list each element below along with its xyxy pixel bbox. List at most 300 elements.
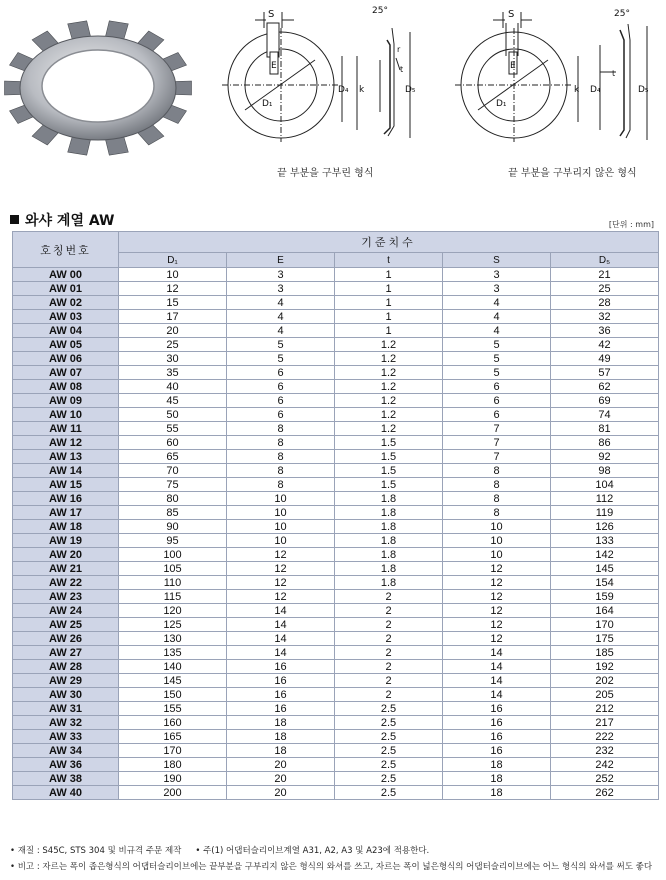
row-designation: AW 33: [13, 730, 119, 744]
row-designation: AW 15: [13, 478, 119, 492]
header-col-e: E: [227, 253, 335, 268]
row-value: 12: [227, 590, 335, 604]
row-value: 1.2: [335, 394, 443, 408]
row-value: 2: [335, 688, 443, 702]
row-value: 16: [443, 716, 551, 730]
row-value: 1: [335, 282, 443, 296]
row-value: 104: [551, 478, 659, 492]
header-col-d5: D₅: [551, 253, 659, 268]
row-value: 75: [119, 478, 227, 492]
row-value: 140: [119, 660, 227, 674]
row-value: 12: [443, 576, 551, 590]
table-body: [13, 268, 659, 800]
label-s-1: S: [268, 9, 275, 20]
row-value: 7: [443, 436, 551, 450]
table-row: [13, 506, 659, 520]
row-value: 1.5: [335, 436, 443, 450]
row-value: 1.2: [335, 338, 443, 352]
row-value: 6: [227, 380, 335, 394]
row-value: 5: [227, 338, 335, 352]
row-value: 2: [335, 646, 443, 660]
row-value: 217: [551, 716, 659, 730]
row-value: 10: [227, 520, 335, 534]
row-value: 14: [227, 646, 335, 660]
row-value: 21: [551, 268, 659, 282]
row-value: 5: [227, 352, 335, 366]
row-value: 16: [443, 702, 551, 716]
row-designation: AW 28: [13, 660, 119, 674]
square-bullet-icon: [10, 215, 19, 224]
table-row: [13, 548, 659, 562]
row-designation: AW 16: [13, 492, 119, 506]
table-row: [13, 576, 659, 590]
row-designation: AW 12: [13, 436, 119, 450]
row-designation: AW 21: [13, 562, 119, 576]
row-designation: AW 17: [13, 506, 119, 520]
table-row: [13, 268, 659, 282]
row-value: 2: [335, 660, 443, 674]
row-value: 165: [119, 730, 227, 744]
row-designation: AW 38: [13, 772, 119, 786]
row-value: 1.8: [335, 520, 443, 534]
row-value: 85: [119, 506, 227, 520]
row-value: 16: [443, 744, 551, 758]
table-row: [13, 422, 659, 436]
row-designation: AW 19: [13, 534, 119, 548]
row-value: 2.5: [335, 772, 443, 786]
row-designation: AW 34: [13, 744, 119, 758]
row-value: 16: [227, 688, 335, 702]
row-designation: AW 01: [13, 282, 119, 296]
label-e-1: E: [271, 61, 277, 71]
table-row: [13, 632, 659, 646]
washer-photo: [5, 21, 192, 155]
row-value: 185: [551, 646, 659, 660]
table-row: [13, 492, 659, 506]
row-value: 3: [227, 268, 335, 282]
note-remark: • 비고 : 자르는 폭이 좁은형식의 어댑터슬리이브에는 끝부분을 구부리지 않은 형식의 와셔를 쓰고, 자르는 폭이 넓은형식의 어댑터슬리이브에는 어느 형식의 와셔를 써도 좋다: [10, 862, 653, 872]
row-value: 25: [551, 282, 659, 296]
label-d1-2: D₁: [496, 99, 507, 109]
table-row: [13, 646, 659, 660]
row-value: 6: [227, 408, 335, 422]
row-value: 7: [443, 450, 551, 464]
table-row: [13, 604, 659, 618]
row-value: 2.5: [335, 758, 443, 772]
row-value: 15: [119, 296, 227, 310]
row-value: 81: [551, 422, 659, 436]
row-value: 112: [551, 492, 659, 506]
row-value: 1.8: [335, 506, 443, 520]
caption-bent-type: 끝 부분을 구부린 형식: [277, 168, 374, 179]
row-value: 40: [119, 380, 227, 394]
row-value: 12: [443, 618, 551, 632]
row-value: 74: [551, 408, 659, 422]
note-material: • 재질 : S45C, STS 304 및 비규격 주문 제작: [10, 846, 182, 856]
row-value: 1.8: [335, 492, 443, 506]
label-d5-2: D₅: [638, 85, 649, 95]
row-value: 12: [119, 282, 227, 296]
row-value: 10: [227, 534, 335, 548]
section-title-text: 와샤 계열 AW: [25, 213, 115, 229]
row-value: 18: [443, 758, 551, 772]
row-value: 192: [551, 660, 659, 674]
row-value: 242: [551, 758, 659, 772]
table-row: [13, 520, 659, 534]
row-value: 1.8: [335, 548, 443, 562]
row-value: 10: [227, 506, 335, 520]
row-value: 120: [119, 604, 227, 618]
row-value: 4: [443, 310, 551, 324]
row-value: 222: [551, 730, 659, 744]
row-value: 42: [551, 338, 659, 352]
row-value: 18: [443, 786, 551, 800]
row-value: 16: [227, 674, 335, 688]
row-value: 14: [443, 688, 551, 702]
table-row: [13, 744, 659, 758]
table-row: [13, 408, 659, 422]
row-value: 3: [443, 268, 551, 282]
table-row: [13, 618, 659, 632]
diagram-straight-type: [455, 12, 647, 142]
row-value: 8: [227, 450, 335, 464]
table-row: [13, 772, 659, 786]
row-designation: AW 09: [13, 394, 119, 408]
row-value: 1: [335, 268, 443, 282]
row-value: 20: [227, 758, 335, 772]
row-value: 205: [551, 688, 659, 702]
row-designation: AW 13: [13, 450, 119, 464]
diagram-bent-type: [222, 12, 410, 142]
row-value: 8: [227, 422, 335, 436]
row-value: 100: [119, 548, 227, 562]
row-designation: AW 07: [13, 366, 119, 380]
row-designation: AW 03: [13, 310, 119, 324]
table-row: [13, 352, 659, 366]
row-designation: AW 31: [13, 702, 119, 716]
row-designation: AW 25: [13, 618, 119, 632]
row-value: 10: [119, 268, 227, 282]
row-value: 17: [119, 310, 227, 324]
row-value: 12: [443, 604, 551, 618]
row-value: 80: [119, 492, 227, 506]
row-value: 1.5: [335, 450, 443, 464]
table-row: [13, 674, 659, 688]
diagram-labels: [262, 6, 649, 109]
row-designation: AW 06: [13, 352, 119, 366]
label-d4-1: D₄: [338, 85, 349, 95]
row-designation: AW 00: [13, 268, 119, 282]
row-value: 8: [443, 506, 551, 520]
table-row: [13, 338, 659, 352]
row-value: 14: [227, 632, 335, 646]
table-row: [13, 324, 659, 338]
row-value: 154: [551, 576, 659, 590]
row-designation: AW 27: [13, 646, 119, 660]
row-value: 20: [227, 786, 335, 800]
label-d4-2: D₄: [590, 85, 601, 95]
label-angle-2: 25°: [614, 9, 630, 19]
row-designation: AW 11: [13, 422, 119, 436]
row-value: 5: [443, 352, 551, 366]
row-designation: AW 30: [13, 688, 119, 702]
row-value: 142: [551, 548, 659, 562]
header-reference-dimensions: 기준치수: [119, 232, 659, 253]
row-value: 8: [443, 478, 551, 492]
row-value: 110: [119, 576, 227, 590]
row-value: 12: [443, 632, 551, 646]
label-s-2: S: [508, 9, 515, 20]
row-value: 5: [443, 366, 551, 380]
row-value: 14: [443, 646, 551, 660]
row-value: 262: [551, 786, 659, 800]
label-angle-1: 25°: [372, 6, 388, 16]
row-value: 98: [551, 464, 659, 478]
row-value: 6: [227, 394, 335, 408]
row-value: 4: [443, 324, 551, 338]
row-value: 70: [119, 464, 227, 478]
table-row: [13, 464, 659, 478]
row-value: 1.2: [335, 366, 443, 380]
row-value: 20: [227, 772, 335, 786]
row-value: 18: [227, 744, 335, 758]
row-designation: AW 23: [13, 590, 119, 604]
row-value: 1.8: [335, 562, 443, 576]
row-designation: AW 36: [13, 758, 119, 772]
row-value: 135: [119, 646, 227, 660]
table-row: [13, 436, 659, 450]
row-designation: AW 32: [13, 716, 119, 730]
row-value: 8: [443, 492, 551, 506]
row-value: 12: [227, 576, 335, 590]
table-row: [13, 394, 659, 408]
row-value: 105: [119, 562, 227, 576]
row-value: 6: [443, 380, 551, 394]
row-value: 170: [119, 744, 227, 758]
row-value: 12: [227, 548, 335, 562]
row-value: 8: [227, 436, 335, 450]
row-value: 6: [443, 408, 551, 422]
row-value: 170: [551, 618, 659, 632]
row-value: 36: [551, 324, 659, 338]
row-designation: AW 10: [13, 408, 119, 422]
row-designation: AW 04: [13, 324, 119, 338]
row-value: 30: [119, 352, 227, 366]
label-r-1: r: [397, 45, 401, 54]
row-value: 4: [227, 324, 335, 338]
row-value: 1.5: [335, 464, 443, 478]
row-value: 32: [551, 310, 659, 324]
row-value: 190: [119, 772, 227, 786]
row-value: 175: [551, 632, 659, 646]
row-value: 8: [227, 464, 335, 478]
row-value: 10: [443, 548, 551, 562]
row-value: 212: [551, 702, 659, 716]
row-value: 1.5: [335, 478, 443, 492]
row-value: 14: [227, 604, 335, 618]
row-value: 6: [443, 394, 551, 408]
row-value: 125: [119, 618, 227, 632]
row-value: 1.8: [335, 534, 443, 548]
table-row: [13, 562, 659, 576]
row-value: 57: [551, 366, 659, 380]
row-value: 4: [227, 296, 335, 310]
row-value: 1.2: [335, 408, 443, 422]
row-value: 50: [119, 408, 227, 422]
notes: [10, 843, 660, 875]
row-value: 159: [551, 590, 659, 604]
row-designation: AW 22: [13, 576, 119, 590]
row-value: 8: [227, 478, 335, 492]
row-value: 1.2: [335, 422, 443, 436]
row-value: 12: [443, 590, 551, 604]
row-value: 4: [443, 296, 551, 310]
row-designation: AW 14: [13, 464, 119, 478]
table-row: [13, 534, 659, 548]
row-value: 155: [119, 702, 227, 716]
label-t-2: t: [612, 69, 616, 78]
row-designation: AW 02: [13, 296, 119, 310]
row-value: 12: [227, 562, 335, 576]
row-value: 14: [443, 660, 551, 674]
row-value: 145: [119, 674, 227, 688]
row-value: 2: [335, 604, 443, 618]
table-row: [13, 786, 659, 800]
label-k-1: k: [359, 85, 365, 95]
row-value: 1: [335, 310, 443, 324]
row-value: 6: [227, 366, 335, 380]
row-value: 150: [119, 688, 227, 702]
row-value: 69: [551, 394, 659, 408]
row-value: 252: [551, 772, 659, 786]
row-value: 16: [443, 730, 551, 744]
row-value: 130: [119, 632, 227, 646]
unit-note: [단위 : mm]: [608, 220, 654, 229]
row-value: 1: [335, 296, 443, 310]
row-value: 2: [335, 618, 443, 632]
row-value: 90: [119, 520, 227, 534]
row-value: 202: [551, 674, 659, 688]
header-designation: 호칭번호: [13, 232, 119, 268]
row-value: 12: [443, 562, 551, 576]
row-value: 28: [551, 296, 659, 310]
row-value: 7: [443, 422, 551, 436]
table-row: [13, 296, 659, 310]
table-row: [13, 590, 659, 604]
row-value: 3: [227, 282, 335, 296]
row-designation: AW 05: [13, 338, 119, 352]
row-value: 2.5: [335, 786, 443, 800]
row-designation: AW 29: [13, 674, 119, 688]
row-value: 14: [227, 618, 335, 632]
table-row: [13, 282, 659, 296]
row-value: 35: [119, 366, 227, 380]
row-value: 16: [227, 702, 335, 716]
table-row: [13, 380, 659, 394]
row-value: 18: [227, 716, 335, 730]
row-value: 2.5: [335, 702, 443, 716]
row-value: 10: [443, 534, 551, 548]
row-value: 8: [443, 464, 551, 478]
row-value: 92: [551, 450, 659, 464]
table-row: [13, 450, 659, 464]
row-designation: AW 18: [13, 520, 119, 534]
row-value: 164: [551, 604, 659, 618]
row-value: 115: [119, 590, 227, 604]
row-value: 200: [119, 786, 227, 800]
table-row: [13, 716, 659, 730]
row-value: 14: [443, 674, 551, 688]
row-value: 65: [119, 450, 227, 464]
label-e-2: E: [510, 61, 516, 71]
row-value: 95: [119, 534, 227, 548]
row-value: 5: [443, 338, 551, 352]
row-value: 1.2: [335, 352, 443, 366]
header-col-d1: D₁: [119, 253, 227, 268]
row-value: 10: [227, 492, 335, 506]
row-value: 160: [119, 716, 227, 730]
row-value: 4: [227, 310, 335, 324]
row-value: 2.5: [335, 730, 443, 744]
row-designation: AW 40: [13, 786, 119, 800]
row-designation: AW 08: [13, 380, 119, 394]
section-title: [10, 210, 115, 230]
label-t-1: t: [400, 65, 404, 74]
row-value: 49: [551, 352, 659, 366]
row-value: 20: [119, 324, 227, 338]
row-value: 62: [551, 380, 659, 394]
row-value: 25: [119, 338, 227, 352]
table-row: [13, 660, 659, 674]
row-value: 18: [227, 730, 335, 744]
row-value: 133: [551, 534, 659, 548]
row-value: 60: [119, 436, 227, 450]
row-value: 2: [335, 632, 443, 646]
row-value: 86: [551, 436, 659, 450]
row-value: 145: [551, 562, 659, 576]
row-value: 2: [335, 590, 443, 604]
row-value: 1.8: [335, 576, 443, 590]
row-value: 45: [119, 394, 227, 408]
row-value: 2: [335, 674, 443, 688]
table-row: [13, 478, 659, 492]
row-designation: AW 26: [13, 632, 119, 646]
spec-table: [12, 231, 659, 800]
row-value: 2.5: [335, 716, 443, 730]
row-value: 119: [551, 506, 659, 520]
table-row: [13, 310, 659, 324]
row-value: 232: [551, 744, 659, 758]
header-col-t: t: [335, 253, 443, 268]
label-k-2: k: [574, 85, 580, 95]
row-designation: AW 20: [13, 548, 119, 562]
label-d1-1: D₁: [262, 99, 273, 109]
row-value: 10: [443, 520, 551, 534]
row-value: 126: [551, 520, 659, 534]
table-row: [13, 730, 659, 744]
row-designation: AW 24: [13, 604, 119, 618]
row-value: 16: [227, 660, 335, 674]
row-value: 1: [335, 324, 443, 338]
table-row: [13, 758, 659, 772]
header-col-s: S: [443, 253, 551, 268]
row-value: 1.2: [335, 380, 443, 394]
caption-straight-type: 끝 부분을 구부리지 않은 형식: [508, 168, 637, 179]
table-row: [13, 702, 659, 716]
table-row: [13, 366, 659, 380]
note-footnote: • 주(1) 어댑터슬리이브계열 A31, A2, A3 및 A23에 적용한다.: [195, 846, 430, 856]
row-value: 18: [443, 772, 551, 786]
